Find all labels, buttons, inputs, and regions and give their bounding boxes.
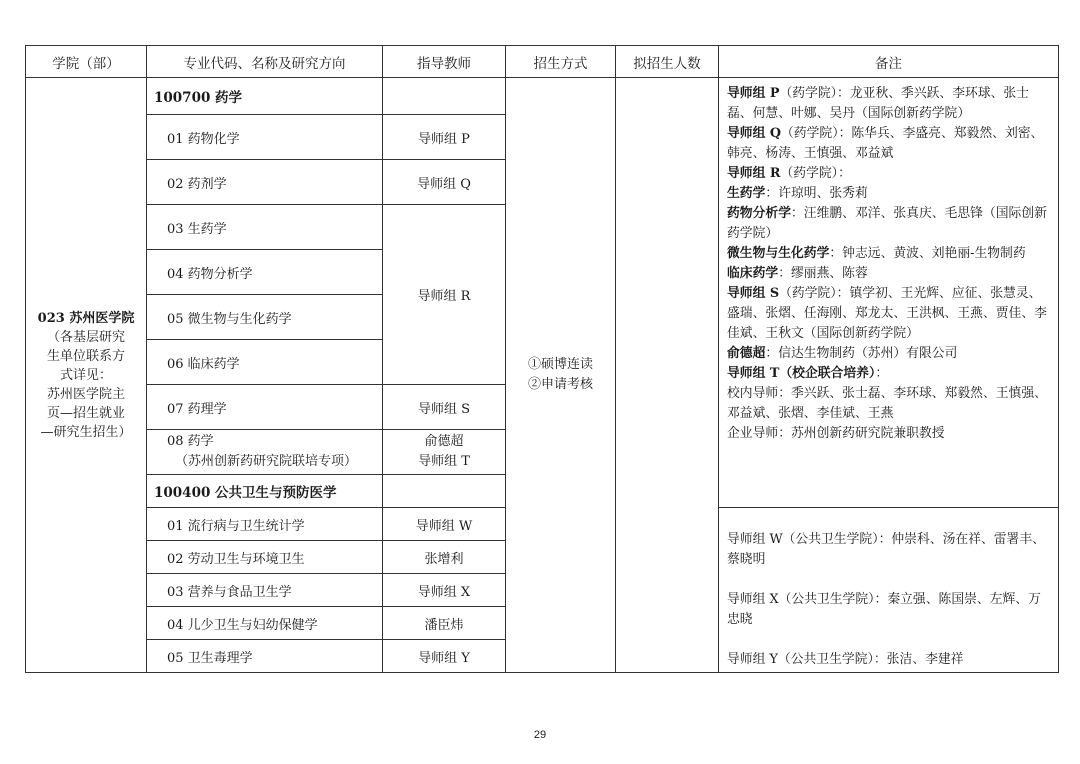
college-note-line: 苏州医学院主: [46, 386, 125, 402]
college-note-line: （各基层研究: [46, 329, 125, 345]
advisor-cell: 导师组 P: [383, 115, 506, 160]
advisor-cell: 潘臣炜: [383, 607, 506, 640]
header-major: 专业代码、名称及研究方向: [147, 46, 383, 78]
major-pharmacy: 100700 药学: [147, 78, 383, 115]
direction-row: 06 临床药学: [147, 340, 383, 385]
direction-row: 02 药剂学: [147, 160, 383, 205]
header-notes: 备注: [719, 46, 1059, 78]
college-note-line: 页—招生就业: [46, 405, 125, 421]
note-group-t: 导师组 T（校企联合培养）：: [727, 366, 889, 381]
college-note-line: 式详见：: [59, 367, 112, 383]
note-group-q: 导师组 Q（药学院）：陈华兵、李盛亮、郑毅然、刘密、韩亮、杨涛、王慎强、邓益斌: [727, 126, 1044, 161]
note-group-w: 导师组 W（公共卫生学院）：仲崇科、汤在祥、雷署丰、蔡晓明: [727, 532, 1045, 567]
major-public-health: 100400 公共卫生与预防医学: [147, 475, 383, 508]
page-number: 29: [533, 729, 547, 741]
advisor-line: 俞德超: [424, 434, 464, 449]
method-line: ①硕博连读: [527, 357, 593, 372]
advisor-empty: [383, 78, 506, 115]
college-cell: [26, 78, 147, 673]
direction-sub: （苏州创新药研究院联培专项）: [175, 454, 358, 469]
advisor-cell: [383, 430, 506, 475]
advisor-cell: 导师组 Q: [383, 160, 506, 205]
note-group-r: 导师组 R（药学院）：: [727, 166, 851, 181]
note-group-p: 导师组 P（药学院）：龙亚秋、季兴跃、李环球、张士磊、何慧、叶娜、吴丹（国际创新药学院）: [727, 86, 1030, 121]
note-internal-advisors: 校内导师：季兴跃、张士磊、李环球、郑毅然、王慎强、邓益斌、张熠、李佳斌、王燕: [727, 386, 1047, 421]
header-college: 学院（部）: [26, 46, 147, 78]
college-note-line: —研究生招生）: [40, 424, 132, 440]
direction-row: 05 微生物与生化药学: [147, 295, 383, 340]
advisor-line: 导师组 T: [418, 454, 470, 469]
advisor-cell: 导师组 W: [383, 508, 506, 541]
college-code: 023 苏州医学院: [37, 310, 135, 326]
header-advisor: 指导教师: [383, 46, 506, 78]
advisor-cell: 导师组 S: [383, 385, 506, 430]
advisor-cell: 张增利: [383, 541, 506, 574]
advisor-cell: 导师组 X: [383, 574, 506, 607]
admissions-table: [25, 45, 1059, 673]
direction-row: 04 药物分析学: [147, 250, 383, 295]
note-clinical: 临床药学：缪丽燕、陈蓉: [727, 266, 868, 281]
direction-row: 05 卫生毒理学: [147, 640, 383, 673]
direction-row: 01 流行病与卫生统计学: [147, 508, 383, 541]
note-pharmacognosy: 生药学：许琼明、张秀莉: [727, 186, 868, 201]
direction-row: 03 营养与食品卫生学: [147, 574, 383, 607]
direction-row: 01 药物化学: [147, 115, 383, 160]
note-microbio: 微生物与生化药学：钟志远、黄波、刘艳丽-生物制药: [727, 246, 1026, 261]
quota-cell: [616, 78, 719, 673]
direction-row: [147, 430, 383, 475]
notes-public-health: [719, 508, 1059, 673]
note-group-s: 导师组 S（药学院）：镇学初、王光辉、应征、张慧灵、盛瑞、张熠、任海刚、郑龙太、王洪枫、王燕、贾佳、李佳斌、王秋文（国际创新药学院）: [727, 286, 1047, 341]
direction-row: 04 儿少卫生与妇幼保健学: [147, 607, 383, 640]
note-pharm-analysis: 药物分析学：汪维鹏、邓洋、张真庆、毛思锋（国际创新药学院）: [727, 206, 1047, 241]
note-group-y: 导师组 Y（公共卫生学院）：张洁、李建祥: [727, 652, 964, 667]
direction-row: 03 生药学: [147, 205, 383, 250]
notes-pharmacy: [719, 78, 1059, 508]
header-quota: 拟招生人数: [616, 46, 719, 78]
advisor-cell: 导师组 Y: [383, 640, 506, 673]
note-group-x: 导师组 X（公共卫生学院）：秦立强、陈国崇、左辉、万忠晓: [727, 592, 1041, 627]
note-enterprise-advisors: 企业导师：苏州创新药研究院兼职教授: [727, 426, 945, 441]
direction-row: 02 劳动卫生与环境卫生: [147, 541, 383, 574]
direction-row: 07 药理学: [147, 385, 383, 430]
method-cell: [506, 78, 616, 673]
advisor-cell-group-r: 导师组 R: [383, 205, 506, 385]
header-method: 招生方式: [506, 46, 616, 78]
method-line: ②申请考核: [527, 377, 593, 392]
direction-name: 08 药学: [167, 434, 214, 449]
advisor-empty: [383, 475, 506, 508]
college-note-line: 生单位联系方: [46, 348, 125, 364]
note-yu-dechao: 俞德超：信达生物制药（苏州）有限公司: [727, 346, 958, 361]
